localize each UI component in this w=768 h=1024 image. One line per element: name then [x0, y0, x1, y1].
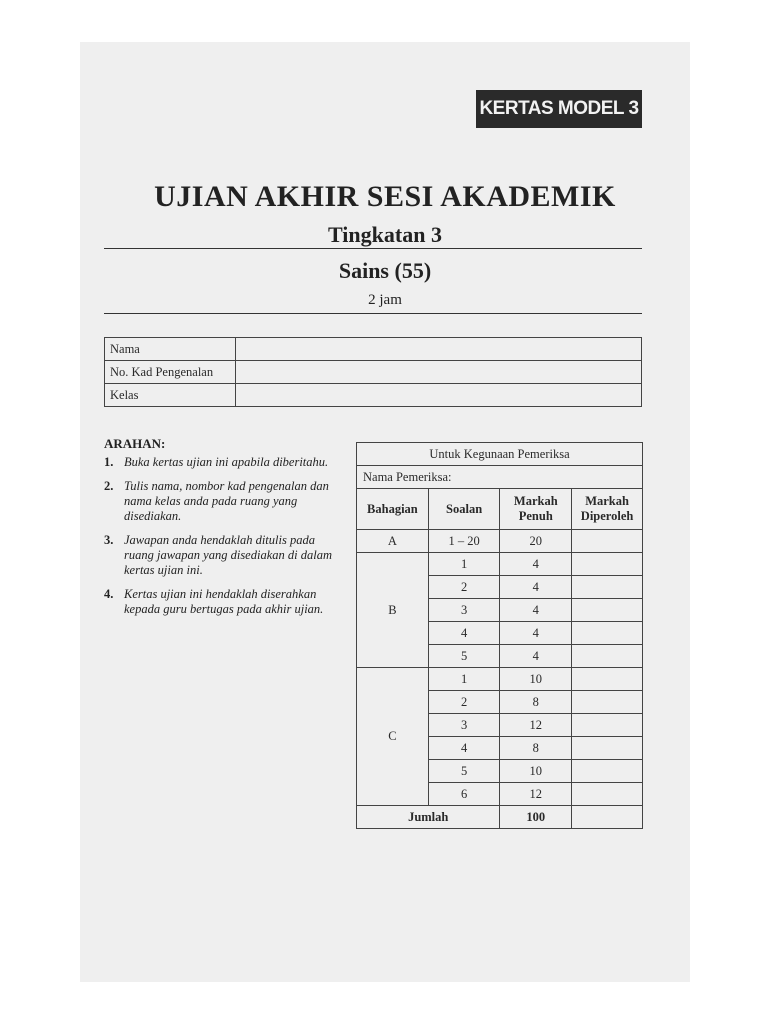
- question-cell: 1: [428, 553, 500, 576]
- question-cell: 3: [428, 714, 500, 737]
- full-mark-cell: 4: [500, 645, 572, 668]
- full-mark-cell: 12: [500, 783, 572, 806]
- full-mark-cell: 8: [500, 737, 572, 760]
- full-mark-cell: 10: [500, 760, 572, 783]
- obtained-mark-cell[interactable]: [572, 714, 643, 737]
- obtained-mark-cell[interactable]: [572, 622, 643, 645]
- question-cell: 2: [428, 576, 500, 599]
- instruction-number: 1.: [104, 455, 114, 469]
- name-field[interactable]: [236, 338, 642, 361]
- obtained-mark-cell[interactable]: [572, 783, 643, 806]
- ic-number-field[interactable]: [236, 361, 642, 384]
- section-label: B: [357, 553, 429, 668]
- obtained-mark-cell[interactable]: [572, 576, 643, 599]
- section-label: A: [357, 530, 429, 553]
- full-mark-cell: 20: [500, 530, 572, 553]
- exam-level: Tingkatan 3: [328, 222, 442, 247]
- table-row: [357, 530, 643, 553]
- model-badge: KERTAS MODEL 3: [476, 90, 642, 128]
- question-cell: 2: [428, 691, 500, 714]
- instruction-number: 3.: [104, 533, 114, 547]
- header-bahagian: Bahagian: [357, 489, 429, 530]
- obtained-mark-cell[interactable]: [572, 691, 643, 714]
- header-markah-diperoleh: Markah Diperoleh: [572, 489, 643, 530]
- instructions-heading: ARAHAN:: [104, 436, 166, 451]
- table-row: [357, 668, 643, 691]
- question-cell: 5: [428, 645, 500, 668]
- instructions-list: [104, 455, 346, 617]
- full-mark-cell: 4: [500, 599, 572, 622]
- section-label: C: [357, 668, 429, 806]
- info-row: [105, 384, 642, 407]
- instruction-text: Jawapan anda hendaklah ditulis pada ruang jawapan yang disediakan di dalam kertas ujian ini.: [124, 533, 332, 577]
- question-cell: 1: [428, 668, 500, 691]
- instruction-text: Tulis nama, nombor kad pengenalan dan nama kelas anda pada ruang yang disediakan.: [124, 479, 329, 523]
- total-value: 100: [500, 806, 572, 829]
- examiner-table: [356, 442, 643, 829]
- obtained-mark-cell[interactable]: [572, 760, 643, 783]
- obtained-mark-cell[interactable]: [572, 737, 643, 760]
- full-mark-cell: 10: [500, 668, 572, 691]
- instruction-item: [104, 587, 346, 617]
- instruction-number: 2.: [104, 479, 114, 493]
- total-obtained-cell[interactable]: [572, 806, 643, 829]
- divider-bottom: [104, 313, 642, 314]
- full-mark-cell: 4: [500, 576, 572, 599]
- student-info-table: [104, 337, 642, 407]
- info-label-ic: No. Kad Pengenalan: [105, 361, 236, 384]
- question-cell: 4: [428, 737, 500, 760]
- total-row: [357, 806, 643, 829]
- instruction-number: 4.: [104, 587, 114, 601]
- full-mark-cell: 8: [500, 691, 572, 714]
- full-mark-cell: 12: [500, 714, 572, 737]
- exam-subject: Sains (55): [338, 258, 432, 283]
- question-cell: 6: [428, 783, 500, 806]
- instruction-item: [104, 455, 346, 470]
- obtained-mark-cell[interactable]: [572, 645, 643, 668]
- obtained-mark-cell[interactable]: [572, 599, 643, 622]
- examiner-name-label: Nama Pemeriksa:: [357, 466, 643, 489]
- full-mark-cell: 4: [500, 622, 572, 645]
- examiner-table-title: Untuk Kegunaan Pemeriksa: [357, 443, 643, 466]
- full-mark-cell: 4: [500, 553, 572, 576]
- instructions: [104, 436, 346, 626]
- info-label-nama: Nama: [105, 338, 236, 361]
- total-label: Jumlah: [357, 806, 500, 829]
- instruction-text: Buka kertas ujian ini apabila diberitahu.: [124, 455, 329, 469]
- exam-title: UJIAN AKHIR SESI AKADEMIK: [154, 180, 616, 213]
- obtained-mark-cell[interactable]: [572, 668, 643, 691]
- header-soalan: Soalan: [428, 489, 500, 530]
- table-row: [357, 553, 643, 576]
- header-markah-penuh: Markah Penuh: [500, 489, 572, 530]
- obtained-mark-cell[interactable]: [572, 530, 643, 553]
- question-cell: 5: [428, 760, 500, 783]
- instruction-item: [104, 533, 346, 578]
- divider-top: [104, 248, 642, 249]
- question-cell: 1 – 20: [428, 530, 500, 553]
- info-row: [105, 361, 642, 384]
- question-cell: 4: [428, 622, 500, 645]
- instruction-item: [104, 479, 346, 524]
- question-cell: 3: [428, 599, 500, 622]
- class-field[interactable]: [236, 384, 642, 407]
- info-row: [105, 338, 642, 361]
- exam-duration: 2 jam: [368, 292, 402, 308]
- instruction-text: Kertas ujian ini hendaklah diserahkan kepada guru bertugas pada akhir ujian.: [124, 587, 324, 616]
- info-label-kelas: Kelas: [105, 384, 236, 407]
- obtained-mark-cell[interactable]: [572, 553, 643, 576]
